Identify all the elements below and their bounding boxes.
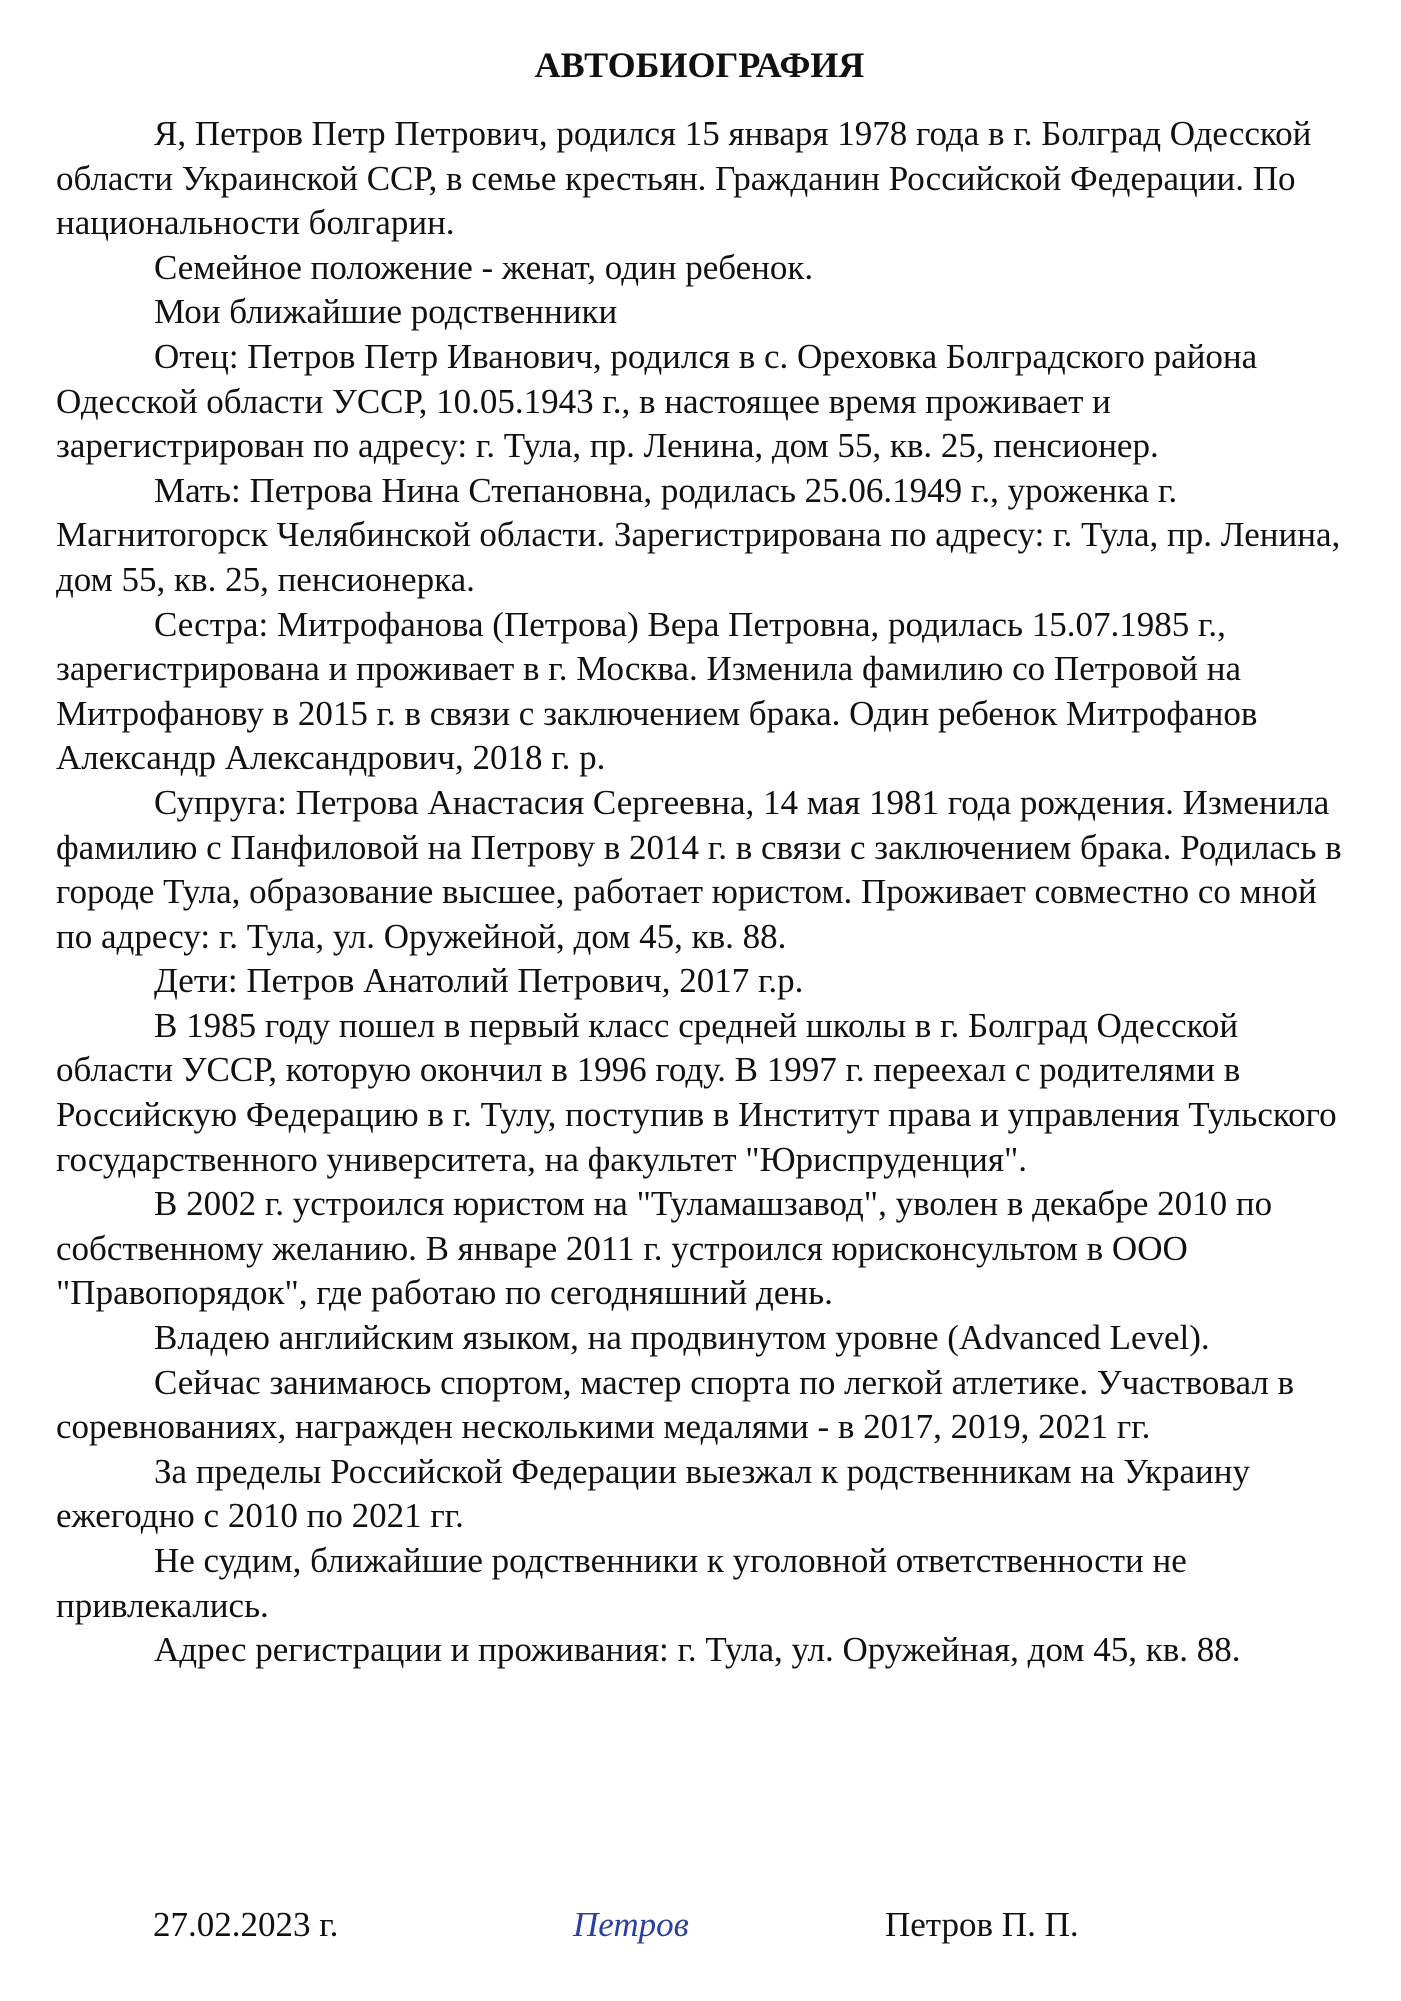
paragraph-travel: За пределы Российской Федерации выезжал к родственникам на Украину ежегодно с 2010 по 2021 гг. <box>56 1451 1250 1536</box>
paragraph-mother: Мать: Петрова Нина Степановна, родилась 25.06.1949 г., уроженка г. Магнитогорск Челябинской области. Зарегистрирована по адресу: г. Тула, пр. Ленина, дом 55, кв. 25, пенсионерка. <box>56 470 1341 599</box>
signatory-name: Петров П. П. <box>885 1905 1079 1944</box>
paragraph-address: Адрес регистрации и проживания: г. Тула, ул. Оружейная, дом 45, кв. 88. <box>154 1630 1241 1670</box>
paragraph-education: В 1985 году пошел в первый класс средней школы в г. Болград Одесской области УССР, которую окончил в 1996 году. В 1997 г. переехал с родителями в Российскую Федерацию в г. Тулу, поступив в Институт права и управления Тульского государственного университета, на факультет "Юриспруденция". <box>56 1005 1337 1179</box>
paragraph-criminal-record: Не судим, ближайшие родственники к уголовной ответственности не привлекались. <box>56 1541 1187 1625</box>
paragraph-employment: В 2002 г. устроился юристом на "Туламашзавод", уволен в декабре 2010 по собственному желанию. В январе 2011 г. устроился юрисконсультом в ООО "Правопорядок", где работаю по сегодняшний день. <box>56 1184 1273 1313</box>
paragraph-spouse: Супруга: Петрова Анастасия Сергеевна, 14 мая 1981 года рождения. Изменила фамилию с Панфиловой на Петрову в 2014 г. в связи с заключением брака. Родилась в городе Тула, образование высшее, работает юристом. Проживает совместно со мной по адресу: г. Тула, ул. Оружейной, дом 45, кв. 88. <box>56 782 1342 956</box>
paragraph-languages: Владею английским языком, на продвинутом уровне (Advanced Level). <box>154 1318 1210 1358</box>
paragraph-children: Дети: Петров Анатолий Петрович, 2017 г.р. <box>154 961 804 1001</box>
paragraph-intro: Я, Петров Петр Петрович, родился 15 января 1978 года в г. Болград Одесской области Украинской ССР, в семье крестьян. Гражданин Российской Федерации. По национальности болгарин. <box>56 114 1312 243</box>
paragraph-father: Отец: Петров Петр Иванович, родился в с. Ореховка Болградского района Одесской области УССР, 10.05.1943 г., в настоящее время проживает и зарегистрирован по адресу: г. Тула, пр. Ленина, дом 55, кв. 25, пенсионер. <box>56 336 1258 466</box>
paragraph-sister: Сестра: Митрофанова (Петрова) Вера Петровна, родилась 15.07.1985 г., зарегистрирована и проживает в г. Москва. Изменила фамилию со Петровой на Митрофанову в 2015 г. в связи с заключением брака. Один ребенок Митрофанов Александр Александрович, 2018 г. р. <box>56 604 1258 778</box>
document-body <box>56 112 1343 1673</box>
document-title: АВТОБИОГРАФИЯ <box>534 45 865 85</box>
handwritten-signature: Петров <box>573 1905 689 1944</box>
paragraph-family-status: Семейное положение - женат, один ребенок. <box>154 247 814 287</box>
paragraph-relatives-heading: Мои ближайшие родственники <box>154 292 618 332</box>
paragraph-sport: Сейчас занимаюсь спортом, мастер спорта по легкой атлетике. Участвовал в соревнованиях, награжден несколькими медалями - в 2017, 2019, 2021 гг. <box>56 1362 1295 1447</box>
signature-date: 27.02.2023 г. <box>153 1905 339 1944</box>
